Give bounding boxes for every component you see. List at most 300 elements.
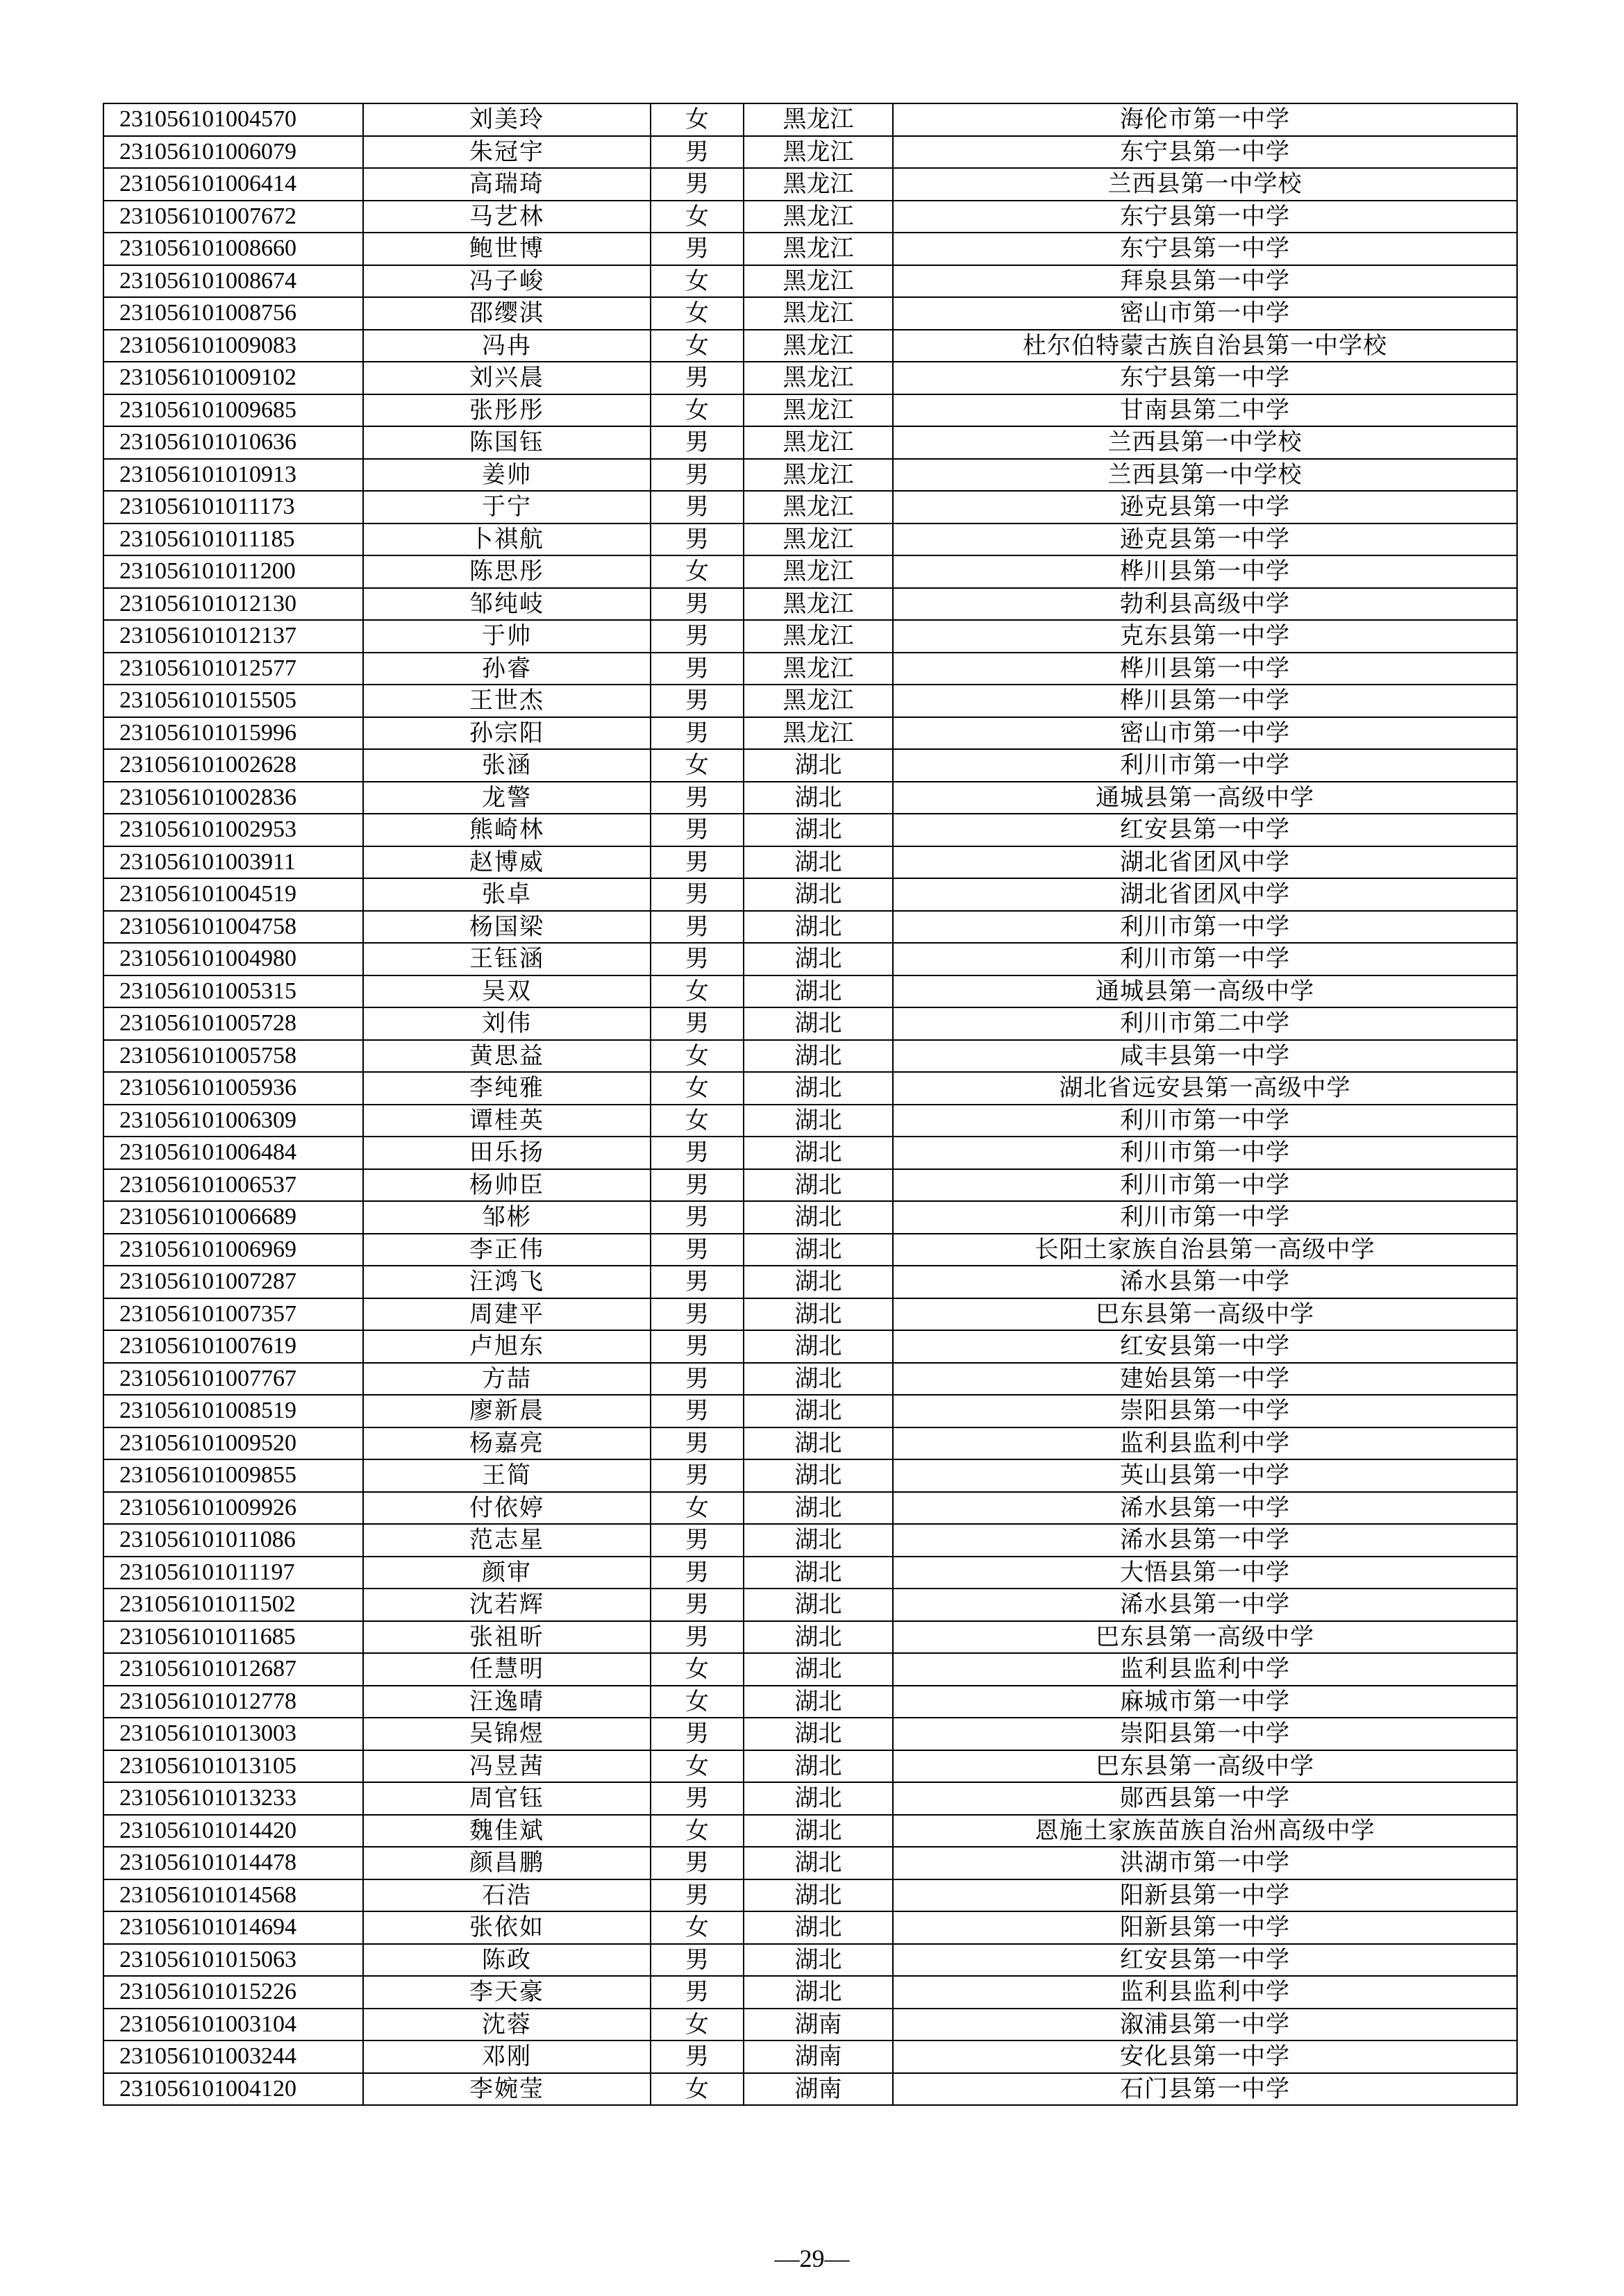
- candidate-gender: 女: [651, 1072, 744, 1105]
- candidate-school: 安化县第一中学: [893, 2041, 1517, 2073]
- table-row: [103, 911, 1517, 944]
- candidate-name: 任慧明: [363, 1653, 651, 1686]
- candidate-id: 231056101011086: [103, 1524, 363, 1557]
- candidate-gender: 男: [651, 426, 744, 459]
- candidate-name: 于帅: [363, 620, 651, 653]
- candidate-id: 231056101014420: [103, 1815, 363, 1847]
- table-row: [103, 717, 1517, 750]
- candidate-school: 克东县第一中学: [893, 620, 1517, 653]
- candidate-gender: 男: [651, 1330, 744, 1363]
- candidate-name: 沈蓉: [363, 2009, 651, 2041]
- candidate-school: 利川市第一中学: [893, 749, 1517, 782]
- candidate-school: 巴东县第一高级中学: [893, 1750, 1517, 1783]
- candidate-school: 湖北省团风中学: [893, 846, 1517, 879]
- candidate-name: 廖新晨: [363, 1395, 651, 1427]
- candidate-id: 231056101009520: [103, 1427, 363, 1460]
- candidate-province: 黑龙江: [744, 555, 893, 588]
- candidate-school: 密山市第一中学: [893, 297, 1517, 330]
- candidate-name: 杨嘉亮: [363, 1427, 651, 1460]
- candidate-gender: 男: [651, 1363, 744, 1396]
- table-row: [103, 814, 1517, 846]
- candidate-gender: 男: [651, 1395, 744, 1427]
- candidate-id: 231056101010636: [103, 426, 363, 459]
- table-row: [103, 459, 1517, 492]
- candidate-school: 利川市第一中学: [893, 943, 1517, 975]
- candidate-name: 刘兴晨: [363, 362, 651, 394]
- candidate-province: 黑龙江: [744, 330, 893, 362]
- candidate-name: 孙睿: [363, 653, 651, 685]
- candidate-name: 高瑞琦: [363, 168, 651, 201]
- candidate-school: 红安县第一中学: [893, 814, 1517, 846]
- candidate-province: 湖北: [744, 1879, 893, 1912]
- candidate-gender: 女: [651, 1040, 744, 1073]
- candidate-province: 湖北: [744, 1750, 893, 1783]
- candidate-name: 于宁: [363, 491, 651, 523]
- candidate-gender: 男: [651, 1976, 744, 2009]
- candidate-school: 东宁县第一中学: [893, 362, 1517, 394]
- table-row: [103, 1007, 1517, 1040]
- candidate-school: 利川市第一中学: [893, 1169, 1517, 1202]
- candidate-gender: 女: [651, 1653, 744, 1686]
- candidate-school: 洪湖市第一中学: [893, 1847, 1517, 1879]
- candidate-gender: 男: [651, 943, 744, 975]
- candidate-province: 黑龙江: [744, 394, 893, 427]
- table-row: [103, 685, 1517, 717]
- candidate-school: 兰西县第一中学校: [893, 168, 1517, 201]
- table-row: [103, 1040, 1517, 1073]
- table-row: [103, 1718, 1517, 1750]
- table-row: [103, 1395, 1517, 1427]
- candidate-gender: 男: [651, 2041, 744, 2073]
- table-row: [103, 1750, 1517, 1783]
- table-row: [103, 2009, 1517, 2041]
- candidate-gender: 男: [651, 362, 744, 394]
- candidate-province: 湖北: [744, 1492, 893, 1525]
- candidate-id: 231056101009685: [103, 394, 363, 427]
- candidate-gender: 女: [651, 1492, 744, 1525]
- candidate-province: 黑龙江: [744, 297, 893, 330]
- candidate-province: 湖北: [744, 1427, 893, 1460]
- candidate-gender: 男: [651, 168, 744, 201]
- table-row: [103, 1459, 1517, 1492]
- candidate-gender: 男: [651, 1007, 744, 1040]
- candidate-province: 湖北: [744, 1686, 893, 1718]
- candidate-province: 湖北: [744, 1524, 893, 1557]
- candidate-school: 利川市第一中学: [893, 1201, 1517, 1234]
- candidate-school: 建始县第一中学: [893, 1363, 1517, 1396]
- candidate-gender: 男: [651, 1137, 744, 1169]
- candidate-school: 拜泉县第一中学: [893, 265, 1517, 298]
- candidate-province: 黑龙江: [744, 620, 893, 653]
- candidate-province: 湖北: [744, 975, 893, 1008]
- table-row: [103, 620, 1517, 653]
- candidate-id: 231056101008519: [103, 1395, 363, 1427]
- candidate-gender: 男: [651, 233, 744, 265]
- table-row: [103, 975, 1517, 1008]
- candidate-gender: 男: [651, 588, 744, 621]
- candidate-name: 邵缨淇: [363, 297, 651, 330]
- table-row: [103, 588, 1517, 621]
- candidate-school: 长阳土家族自治县第一高级中学: [893, 1234, 1517, 1266]
- candidate-gender: 男: [651, 1524, 744, 1557]
- candidate-name: 李纯雅: [363, 1072, 651, 1105]
- candidate-gender: 女: [651, 555, 744, 588]
- table-row: [103, 168, 1517, 201]
- candidate-school: 英山县第一中学: [893, 1459, 1517, 1492]
- candidate-gender: 男: [651, 523, 744, 556]
- candidate-id: 231056101012137: [103, 620, 363, 653]
- candidate-name: 杨国梁: [363, 911, 651, 944]
- candidate-school: 勃利县高级中学: [893, 588, 1517, 621]
- candidate-name: 黄思益: [363, 1040, 651, 1073]
- candidate-gender: 女: [651, 1911, 744, 1944]
- candidate-id: 231056101005936: [103, 1072, 363, 1105]
- candidate-id: 231056101007287: [103, 1266, 363, 1298]
- candidate-name: 周建平: [363, 1298, 651, 1331]
- candidate-school: 东宁县第一中学: [893, 233, 1517, 265]
- candidate-province: 湖北: [744, 1589, 893, 1621]
- candidate-school: 杜尔伯特蒙古族自治县第一中学校: [893, 330, 1517, 362]
- candidate-school: 利川市第一中学: [893, 1105, 1517, 1137]
- candidate-name: 魏佳斌: [363, 1815, 651, 1847]
- candidate-province: 湖北: [744, 846, 893, 879]
- candidate-name: 杨帅臣: [363, 1169, 651, 1202]
- candidate-id: 231056101008674: [103, 265, 363, 298]
- table-row: [103, 201, 1517, 233]
- candidate-school: 桦川县第一中学: [893, 685, 1517, 717]
- candidate-province: 湖北: [744, 1782, 893, 1815]
- candidate-school: 逊克县第一中学: [893, 491, 1517, 523]
- candidate-id: 231056101003104: [103, 2009, 363, 2041]
- candidate-school: 东宁县第一中学: [893, 136, 1517, 169]
- table-row: [103, 265, 1517, 298]
- candidate-province: 湖北: [744, 814, 893, 846]
- table-row: [103, 1492, 1517, 1525]
- candidate-gender: 男: [651, 1298, 744, 1331]
- candidate-name: 姜帅: [363, 459, 651, 492]
- candidate-id: 231056101015996: [103, 717, 363, 750]
- candidate-province: 黑龙江: [744, 362, 893, 394]
- table-row: [103, 2073, 1517, 2106]
- candidate-id: 231056101003911: [103, 846, 363, 879]
- candidate-id: 231056101010913: [103, 459, 363, 492]
- candidate-id: 231056101002628: [103, 749, 363, 782]
- candidate-name: 李正伟: [363, 1234, 651, 1266]
- candidate-id: 231056101008756: [103, 297, 363, 330]
- candidate-province: 黑龙江: [744, 653, 893, 685]
- table-row: [103, 523, 1517, 556]
- candidate-name: 方喆: [363, 1363, 651, 1396]
- candidate-id: 231056101013105: [103, 1750, 363, 1783]
- table-row: [103, 103, 1517, 136]
- candidate-gender: 男: [651, 1266, 744, 1298]
- candidate-name: 颜审: [363, 1557, 651, 1589]
- candidate-province: 黑龙江: [744, 588, 893, 621]
- candidate-name: 朱冠宇: [363, 136, 651, 169]
- candidate-name: 邓刚: [363, 2041, 651, 2073]
- candidate-province: 湖北: [744, 1976, 893, 2009]
- candidate-gender: 男: [651, 491, 744, 523]
- candidate-id: 231056101015063: [103, 1944, 363, 1977]
- table-row: [103, 330, 1517, 362]
- candidate-name: 颜昌鹏: [363, 1847, 651, 1879]
- candidate-school: 海伦市第一中学: [893, 103, 1517, 136]
- candidate-gender: 女: [651, 1750, 744, 1783]
- candidate-name: 邹纯岐: [363, 588, 651, 621]
- candidate-school: 监利县监利中学: [893, 1976, 1517, 2009]
- candidate-id: 231056101004758: [103, 911, 363, 944]
- candidate-gender: 男: [651, 136, 744, 169]
- candidate-school: 咸丰县第一中学: [893, 1040, 1517, 1073]
- candidate-school: 通城县第一高级中学: [893, 782, 1517, 814]
- candidate-gender: 男: [651, 1847, 744, 1879]
- candidate-id: 231056101013003: [103, 1718, 363, 1750]
- candidate-id: 231056101011197: [103, 1557, 363, 1589]
- candidate-school: 兰西县第一中学校: [893, 459, 1517, 492]
- table-row: [103, 1589, 1517, 1621]
- candidate-province: 湖北: [744, 749, 893, 782]
- candidate-name: 张祖昕: [363, 1621, 651, 1654]
- candidate-province: 湖北: [744, 1072, 893, 1105]
- table-row: [103, 2041, 1517, 2073]
- candidate-name: 熊崎林: [363, 814, 651, 846]
- candidate-gender: 男: [651, 1718, 744, 1750]
- candidate-province: 湖北: [744, 911, 893, 944]
- candidate-school: 大悟县第一中学: [893, 1557, 1517, 1589]
- candidate-name: 李天豪: [363, 1976, 651, 2009]
- candidate-school: 通城县第一高级中学: [893, 975, 1517, 1008]
- candidate-id: 231056101012687: [103, 1653, 363, 1686]
- candidate-school: 利川市第一中学: [893, 911, 1517, 944]
- candidate-province: 湖北: [744, 1137, 893, 1169]
- table-row: [103, 1298, 1517, 1331]
- table-row: [103, 1266, 1517, 1298]
- candidate-id: 231056101004519: [103, 878, 363, 911]
- candidate-id: 231056101006969: [103, 1234, 363, 1266]
- candidate-name: 吴锦煜: [363, 1718, 651, 1750]
- candidate-name: 卢旭东: [363, 1330, 651, 1363]
- candidate-id: 231056101007672: [103, 201, 363, 233]
- candidate-province: 黑龙江: [744, 233, 893, 265]
- table-row: [103, 1427, 1517, 1460]
- candidate-gender: 男: [651, 620, 744, 653]
- candidate-id: 231056101008660: [103, 233, 363, 265]
- candidate-name: 付依婷: [363, 1492, 651, 1525]
- candidate-gender: 男: [651, 846, 744, 879]
- candidate-id: 231056101012778: [103, 1686, 363, 1718]
- candidate-school: 红安县第一中学: [893, 1330, 1517, 1363]
- candidate-school: 恩施土家族苗族自治州高级中学: [893, 1815, 1517, 1847]
- candidate-gender: 男: [651, 1944, 744, 1977]
- candidate-name: 汪鸿飞: [363, 1266, 651, 1298]
- table-row: [103, 426, 1517, 459]
- table-row: [103, 233, 1517, 265]
- candidate-gender: 男: [651, 1234, 744, 1266]
- candidate-id: 231056101002953: [103, 814, 363, 846]
- candidate-id: 231056101011685: [103, 1621, 363, 1654]
- candidate-gender: 男: [651, 717, 744, 750]
- candidate-id: 231056101007619: [103, 1330, 363, 1363]
- candidate-gender: 男: [651, 1621, 744, 1654]
- candidate-id: 231056101012577: [103, 653, 363, 685]
- candidate-id: 231056101002836: [103, 782, 363, 814]
- candidate-id: 231056101011173: [103, 491, 363, 523]
- candidate-gender: 女: [651, 749, 744, 782]
- candidate-gender: 女: [651, 201, 744, 233]
- table-row: [103, 491, 1517, 523]
- candidate-gender: 男: [651, 685, 744, 717]
- candidate-gender: 男: [651, 1782, 744, 1815]
- candidate-id: 231056101003244: [103, 2041, 363, 2073]
- candidate-province: 黑龙江: [744, 491, 893, 523]
- candidate-id: 231056101007767: [103, 1363, 363, 1396]
- table-row: [103, 1911, 1517, 1944]
- candidate-province: 湖北: [744, 1718, 893, 1750]
- candidate-name: 谭桂英: [363, 1105, 651, 1137]
- table-row: [103, 1363, 1517, 1396]
- candidate-name: 冯昱茜: [363, 1750, 651, 1783]
- table-row: [103, 1847, 1517, 1879]
- candidate-gender: 男: [651, 1557, 744, 1589]
- candidate-province: 湖北: [744, 878, 893, 911]
- candidate-id: 231056101004120: [103, 2073, 363, 2106]
- candidate-school: 郧西县第一中学: [893, 1782, 1517, 1815]
- candidate-province: 湖北: [744, 1040, 893, 1073]
- table-row: [103, 1169, 1517, 1202]
- candidate-name: 陈国钰: [363, 426, 651, 459]
- candidate-name: 赵博威: [363, 846, 651, 879]
- candidate-province: 黑龙江: [744, 523, 893, 556]
- table-row: [103, 555, 1517, 588]
- candidate-province: 湖北: [744, 1201, 893, 1234]
- candidate-school: 巴东县第一高级中学: [893, 1298, 1517, 1331]
- roster-body: [103, 103, 1517, 2105]
- candidate-gender: 女: [651, 394, 744, 427]
- candidate-school: 浠水县第一中学: [893, 1589, 1517, 1621]
- candidate-id: 231056101009855: [103, 1459, 363, 1492]
- candidate-province: 黑龙江: [744, 717, 893, 750]
- candidate-province: 黑龙江: [744, 136, 893, 169]
- candidate-id: 231056101014568: [103, 1879, 363, 1912]
- candidate-name: 龙警: [363, 782, 651, 814]
- table-row: [103, 1234, 1517, 1266]
- candidate-province: 湖北: [744, 1266, 893, 1298]
- candidate-name: 王简: [363, 1459, 651, 1492]
- candidate-id: 231056101004980: [103, 943, 363, 975]
- candidate-id: 231056101006309: [103, 1105, 363, 1137]
- table-row: [103, 1653, 1517, 1686]
- candidate-province: 湖北: [744, 782, 893, 814]
- candidate-province: 湖北: [744, 1944, 893, 1977]
- candidate-gender: 男: [651, 1459, 744, 1492]
- candidate-gender: 女: [651, 265, 744, 298]
- candidate-province: 湖北: [744, 1847, 893, 1879]
- candidate-province: 湖北: [744, 1234, 893, 1266]
- candidate-id: 231056101005728: [103, 1007, 363, 1040]
- candidate-gender: 男: [651, 1589, 744, 1621]
- candidate-gender: 女: [651, 297, 744, 330]
- candidate-id: 231056101009083: [103, 330, 363, 362]
- roster-table: [103, 103, 1518, 2106]
- candidate-gender: 男: [651, 1879, 744, 1912]
- candidate-id: 231056101011185: [103, 523, 363, 556]
- candidate-name: 吴双: [363, 975, 651, 1008]
- candidate-name: 冯冉: [363, 330, 651, 362]
- candidate-id: 231056101014694: [103, 1911, 363, 1944]
- candidate-school: 监利县监利中学: [893, 1427, 1517, 1460]
- candidate-name: 马艺林: [363, 201, 651, 233]
- candidate-school: 崇阳县第一中学: [893, 1718, 1517, 1750]
- table-row: [103, 1557, 1517, 1589]
- table-row: [103, 394, 1517, 427]
- candidate-id: 231056101006484: [103, 1137, 363, 1169]
- candidate-gender: 男: [651, 878, 744, 911]
- table-row: [103, 943, 1517, 975]
- candidate-school: 湖北省远安县第一高级中学: [893, 1072, 1517, 1105]
- candidate-gender: 女: [651, 1686, 744, 1718]
- candidate-name: 孙宗阳: [363, 717, 651, 750]
- candidate-province: 湖北: [744, 1459, 893, 1492]
- candidate-province: 黑龙江: [744, 265, 893, 298]
- candidate-school: 阳新县第一中学: [893, 1879, 1517, 1912]
- table-row: [103, 1686, 1517, 1718]
- candidate-gender: 女: [651, 2009, 744, 2041]
- candidate-school: 浠水县第一中学: [893, 1492, 1517, 1525]
- candidate-name: 陈政: [363, 1944, 651, 1977]
- candidate-name: 范志星: [363, 1524, 651, 1557]
- candidate-gender: 男: [651, 911, 744, 944]
- candidate-name: 张卓: [363, 878, 651, 911]
- candidate-id: 231056101011200: [103, 555, 363, 588]
- table-row: [103, 1621, 1517, 1654]
- candidate-province: 湖北: [744, 1330, 893, 1363]
- table-row: [103, 1201, 1517, 1234]
- candidate-school: 监利县监利中学: [893, 1653, 1517, 1686]
- candidate-school: 红安县第一中学: [893, 1944, 1517, 1977]
- candidate-gender: 男: [651, 1169, 744, 1202]
- candidate-id: 231056101011502: [103, 1589, 363, 1621]
- candidate-school: 逊克县第一中学: [893, 523, 1517, 556]
- table-row: [103, 1072, 1517, 1105]
- candidate-name: 田乐扬: [363, 1137, 651, 1169]
- candidate-name: 张涵: [363, 749, 651, 782]
- candidate-name: 李婉莹: [363, 2073, 651, 2106]
- table-row: [103, 749, 1517, 782]
- candidate-province: 湖南: [744, 2009, 893, 2041]
- candidate-school: 桦川县第一中学: [893, 653, 1517, 685]
- candidate-province: 湖北: [744, 1621, 893, 1654]
- candidate-gender: 男: [651, 653, 744, 685]
- candidate-province: 湖北: [744, 943, 893, 975]
- candidate-gender: 女: [651, 330, 744, 362]
- candidate-school: 石门县第一中学: [893, 2073, 1517, 2106]
- candidate-province: 黑龙江: [744, 103, 893, 136]
- candidate-id: 231056101004570: [103, 103, 363, 136]
- candidate-name: 鲍世博: [363, 233, 651, 265]
- candidate-name: 王钰涵: [363, 943, 651, 975]
- candidate-name: 周官钰: [363, 1782, 651, 1815]
- candidate-province: 湖南: [744, 2073, 893, 2106]
- candidate-province: 黑龙江: [744, 459, 893, 492]
- candidate-province: 湖北: [744, 1169, 893, 1202]
- candidate-id: 231056101014478: [103, 1847, 363, 1879]
- candidate-school: 密山市第一中学: [893, 717, 1517, 750]
- candidate-name: 刘伟: [363, 1007, 651, 1040]
- table-row: [103, 782, 1517, 814]
- candidate-id: 231056101006079: [103, 136, 363, 169]
- candidate-province: 湖北: [744, 1653, 893, 1686]
- candidate-school: 溆浦县第一中学: [893, 2009, 1517, 2041]
